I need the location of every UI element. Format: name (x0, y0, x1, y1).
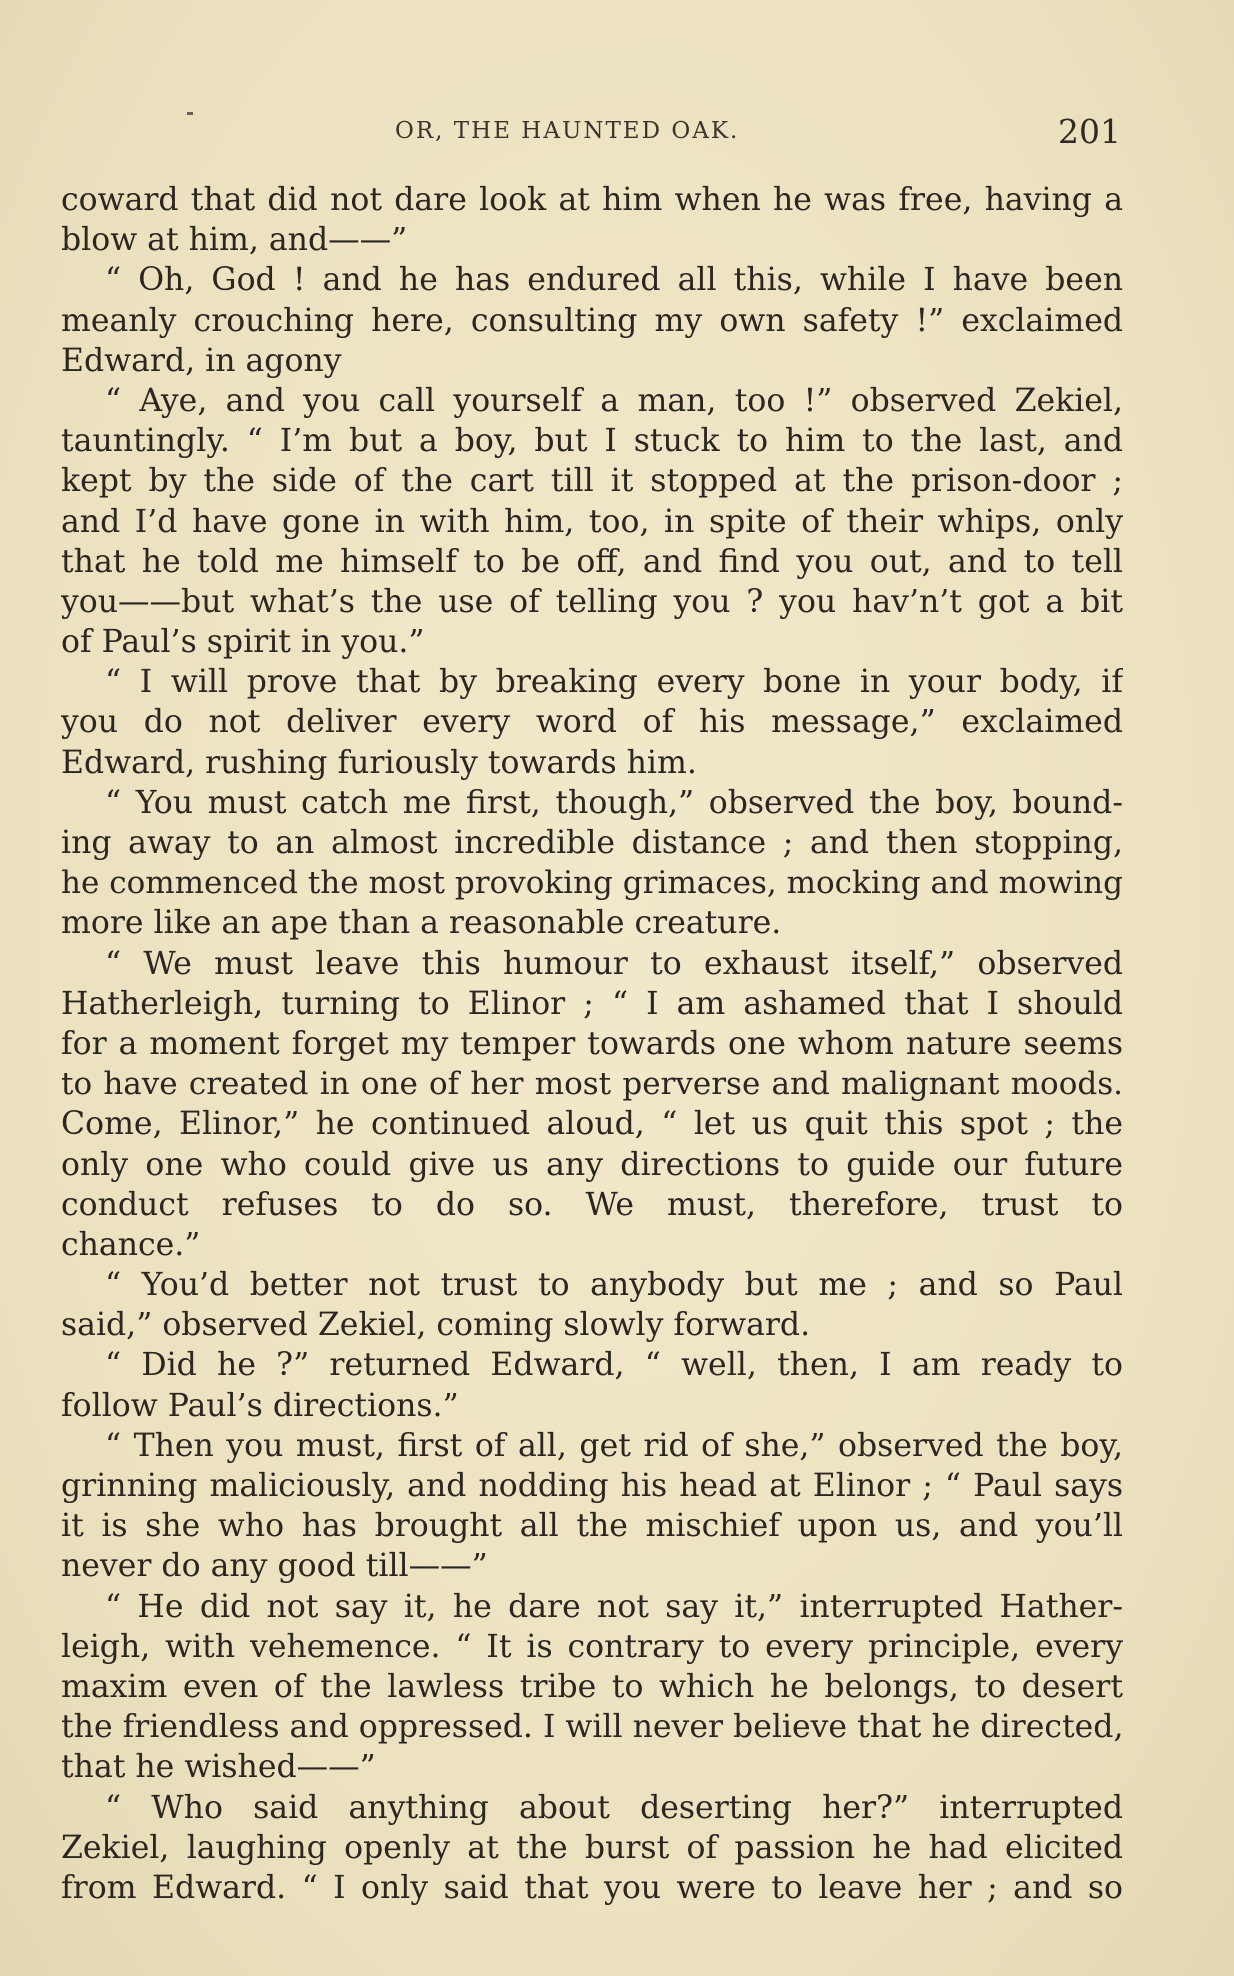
text-line: of Paul’s spirit in you.” (61, 624, 425, 661)
text-line: for a moment forget my temper towards one whom nature seems (61, 1025, 1123, 1062)
text-line: Edward, rushing furiously towards him. (61, 744, 697, 781)
text-line: more like an ape than a reasonable creature. (61, 905, 782, 942)
text-line: “ You must catch me first, though,” observed the boy, bound- (105, 784, 1123, 821)
text-line: that he wished——” (61, 1749, 376, 1786)
text-line: Hatherleigh, turning to Elinor ; “ I am ashamed that I should (61, 985, 1123, 1022)
running-title: OR, THE HAUNTED OAK. (395, 118, 740, 144)
running-head (0, 112, 1234, 152)
text-line: it is she who has brought all the mischief upon us, and you’ll (61, 1508, 1123, 1545)
text-line: follow Paul’s directions.” (61, 1387, 459, 1424)
text-line: coward that did not dare look at him when he was free, having a (61, 182, 1123, 218)
text-line: conduct refuses to do so. We must, therefore, trust to (61, 1186, 1123, 1223)
text-line: kept by the side of the cart till it stopped at the prison-door ; (61, 463, 1123, 500)
text-line: Come, Elinor,” he continued aloud, “ let us quit this spot ; the (61, 1106, 1123, 1143)
text-line: “ He did not say it, he dare not say it,” interrupted Hather- (105, 1588, 1123, 1625)
text-line: “ You’d better not trust to anybody but me ; and so Paul (105, 1267, 1123, 1304)
text-line: “ Then you must, first of all, get rid of she,” observed the boy, (105, 1427, 1123, 1464)
text-line: Zekiel, laughing openly at the burst of passion he had elicited (61, 1829, 1123, 1866)
text-line: leigh, with vehemence. “ It is contrary to every principle, every (61, 1628, 1123, 1665)
text-line: chance.” (61, 1226, 201, 1263)
text-line: you do not deliver every word of his message,” exclaimed (61, 704, 1123, 741)
text-line: Edward, in agony (61, 342, 342, 379)
text-line: “ I will prove that by breaking every bone in your body, if (105, 664, 1123, 701)
text-line: “ Did he ?” returned Edward, “ well, then, I am ready to (105, 1347, 1123, 1384)
text-line: from Edward. “ I only said that you were to leave her ; and so (61, 1869, 1123, 1906)
text-line: he commenced the most provoking grimaces, mocking and mowing (61, 865, 1123, 902)
text-line: “ Aye, and you call yourself a man, too !” observed Zekiel, (105, 382, 1123, 419)
text-line: grinning maliciously, and nodding his head at Elinor ; “ Paul says (61, 1468, 1123, 1504)
text-line: “ Oh, God ! and he has endured all this, while I have been (105, 262, 1123, 299)
body-text (61, 180, 1123, 1908)
text-line: the friendless and oppressed. I will never believe that he directed, (61, 1709, 1123, 1746)
text-line: tauntingly. “ I’m but a boy, but I stuck to him to the last, and (61, 423, 1123, 460)
text-line: you——but what’s the use of telling you ? you hav’n’t got a bit (61, 583, 1123, 620)
page-number: 201 (1058, 112, 1121, 151)
text-line: meanly crouching here, consulting my own safety !” exclaimed (61, 302, 1123, 339)
text-line: “ Who said anything about deserting her?” interrupted (105, 1789, 1123, 1826)
text-line: only one who could give us any directions to guide our future (61, 1146, 1123, 1183)
page-mark (187, 112, 193, 115)
text-line: blow at him, and——” (61, 222, 408, 259)
text-line: maxim even of the lawless tribe to which he belongs, to desert (61, 1668, 1123, 1705)
text-line: ing away to an almost incredible distance ; and then stopping, (61, 825, 1123, 861)
text-line: that he told me himself to be off, and find you out, and to tell (61, 543, 1123, 580)
text-line: and I’d have gone in with him, too, in spite of their whips, only (61, 503, 1123, 540)
text-line: to have created in one of her most perverse and malignant moods. (61, 1066, 1123, 1103)
text-line: “ We must leave this humour to exhaust itself,” observed (105, 945, 1123, 982)
text-line: said,” observed Zekiel, coming slowly forward. (61, 1307, 811, 1344)
text-line: never do any good till——” (61, 1548, 488, 1585)
